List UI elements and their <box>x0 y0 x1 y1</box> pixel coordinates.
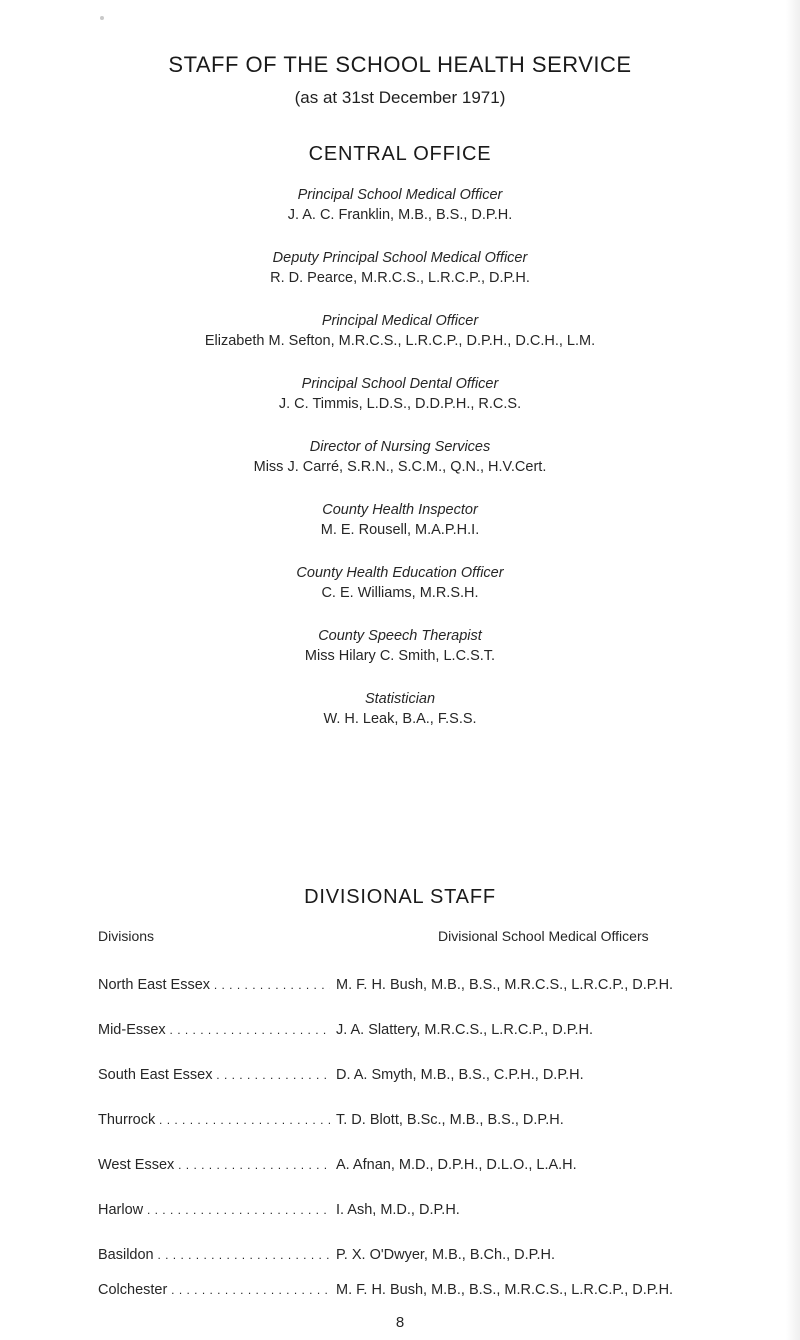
division-officer: J. A. Slattery, M.R.C.S., L.R.C.P., D.P.H. <box>336 1022 594 1038</box>
page-subtitle: (as at 31st December 1971) <box>294 88 506 107</box>
officer-name: J. C. Timmis, L.D.S., D.D.P.H., R.C.S. <box>278 396 522 412</box>
officer-name: Elizabeth M. Sefton, M.R.C.S., L.R.C.P., D.P.H., D.C.H., L.M. <box>204 333 596 349</box>
officers-column-header: Divisional School Medical Officers <box>438 928 649 944</box>
division-name: Thurrock . . . <box>98 1112 330 1128</box>
officer-role: Deputy Principal School Medical Officer <box>272 250 528 266</box>
divisional-staff-heading: DIVISIONAL STAFF <box>304 886 496 908</box>
officer-name: R. D. Pearce, M.R.C.S., L.R.C.P., D.P.H. <box>270 270 530 286</box>
officer-block <box>0 374 800 414</box>
officer-block <box>0 689 800 729</box>
division-officer: P. X. O'Dwyer, M.B., B.Ch., D.P.H. <box>336 1247 555 1263</box>
officer-role: County Health Education Officer <box>296 565 504 581</box>
officer-role: County Speech Therapist <box>318 628 482 644</box>
table-row <box>0 1157 800 1179</box>
table-row <box>0 1202 800 1224</box>
page-title: STAFF OF THE SCHOOL HEALTH SERVICE <box>168 52 632 77</box>
officer-block <box>0 563 800 603</box>
officer-role: Statistician <box>364 691 436 707</box>
division-name: North East Essex . . . <box>98 977 330 993</box>
central-office-heading: CENTRAL OFFICE <box>308 143 492 165</box>
ink-dot <box>100 16 104 20</box>
divisions-column-header: Divisions <box>98 928 155 944</box>
division-officer: A. Afnan, M.D., D.P.H., D.L.O., L.A.H. <box>336 1157 577 1173</box>
officer-name: J. A. C. Franklin, M.B., B.S., D.P.H. <box>287 207 513 223</box>
page-edge-shadow <box>786 0 800 1340</box>
division-name: Mid-Essex . . . <box>98 1022 330 1038</box>
officer-role: Director of Nursing Services <box>309 439 491 455</box>
officer-name: Miss Hilary C. Smith, L.C.S.T. <box>304 648 496 664</box>
officer-name: Miss J. Carré, S.R.N., S.C.M., Q.N., H.V.Cert. <box>253 459 547 475</box>
officer-block <box>0 185 800 225</box>
division-name: Colchester . . . <box>98 1282 330 1298</box>
officer-block <box>0 311 800 351</box>
table-row <box>0 1282 800 1304</box>
page-number: 8 <box>395 1314 405 1331</box>
officer-name: W. H. Leak, B.A., F.S.S. <box>323 711 477 727</box>
officer-name: M. E. Rousell, M.A.P.H.I. <box>320 522 480 538</box>
officer-role: Principal School Dental Officer <box>301 376 499 392</box>
table-row <box>0 1067 800 1089</box>
officer-block <box>0 437 800 477</box>
officer-role: County Health Inspector <box>322 502 478 518</box>
officer-role: Principal Medical Officer <box>321 313 479 329</box>
table-row <box>0 1022 800 1044</box>
division-officer: I. Ash, M.D., D.P.H. <box>336 1202 460 1218</box>
table-row <box>0 977 800 999</box>
division-officer: T. D. Blott, B.Sc., M.B., B.S., D.P.H. <box>336 1112 564 1128</box>
officer-role: Principal School Medical Officer <box>297 187 503 203</box>
officer-block <box>0 626 800 666</box>
table-row <box>0 1112 800 1134</box>
division-officer: D. A. Smyth, M.B., B.S., C.P.H., D.P.H. <box>336 1067 584 1083</box>
table-row <box>0 1247 800 1269</box>
division-name: South East Essex . . . <box>98 1067 330 1083</box>
division-name: Basildon . . . <box>98 1247 330 1263</box>
officer-name: C. E. Williams, M.R.S.H. <box>321 585 479 601</box>
officer-block <box>0 248 800 288</box>
officer-block <box>0 500 800 540</box>
division-name: West Essex . . . <box>98 1157 330 1173</box>
division-name: Harlow . . . <box>98 1202 330 1218</box>
division-officer: M. F. H. Bush, M.B., B.S., M.R.C.S., L.R.C.P., D.P.H. <box>336 1282 674 1298</box>
division-officer: M. F. H. Bush, M.B., B.S., M.R.C.S., L.R.C.P., D.P.H. <box>336 977 674 993</box>
